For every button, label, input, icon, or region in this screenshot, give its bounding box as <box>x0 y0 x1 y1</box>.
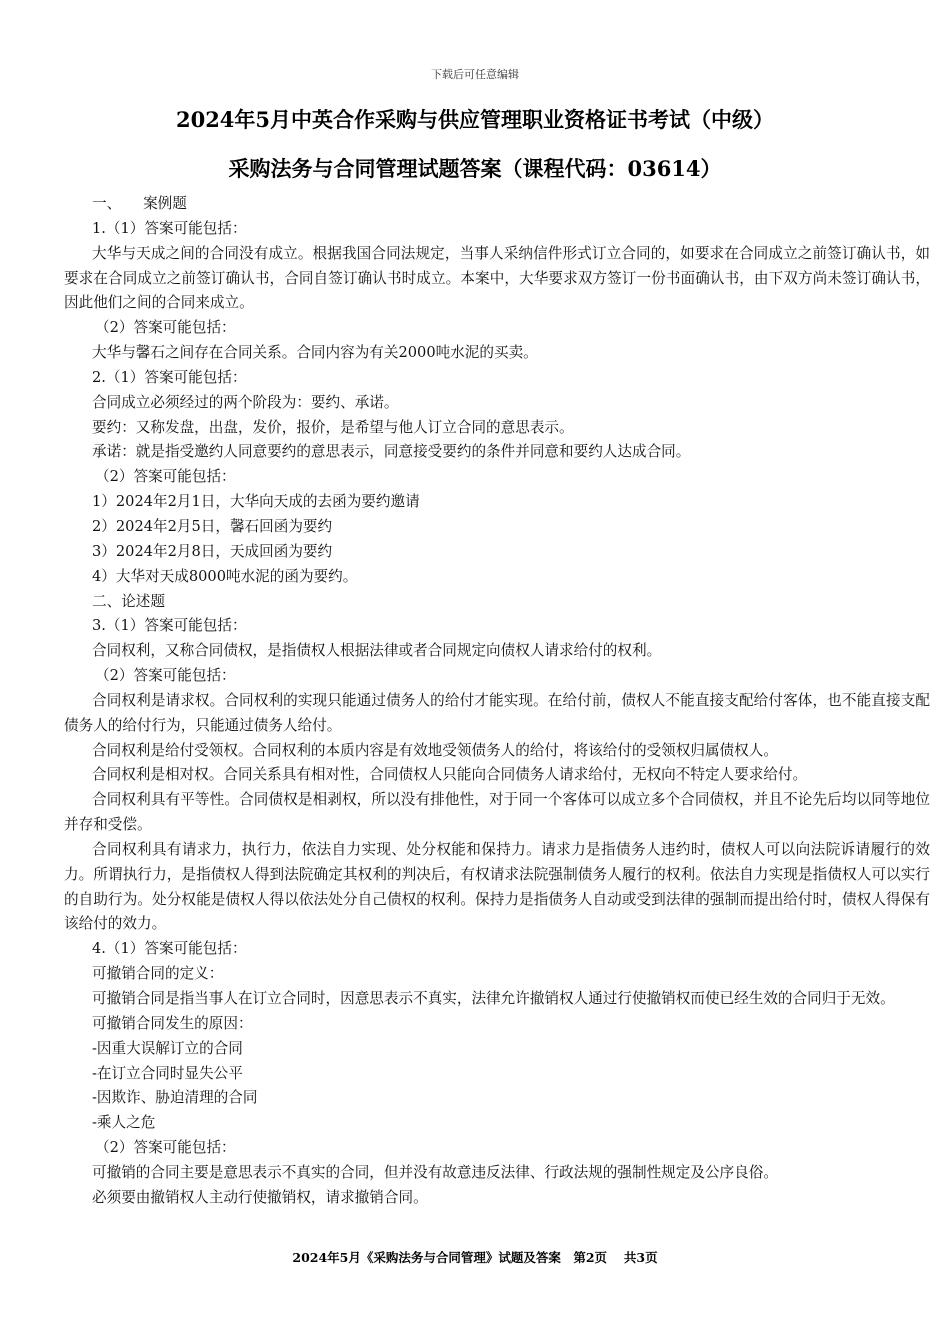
text-line: 要约：又称发盘，出盘，发价，报价，是希望与他人订立合同的意思表示。 <box>92 418 574 436</box>
text-line: 可撤销合同的定义： <box>92 965 224 983</box>
list-item: -乘人之危 <box>92 1114 156 1132</box>
text-line: 合同权利，又称合同债权，是指债权人根据法律或者合同规定向债权人请求给付的权利。 <box>92 642 662 660</box>
text-line: 大华与馨石之间存在合同关系。合同内容为有关2000吨水泥的买卖。 <box>92 344 538 362</box>
page-title: 2024年5月中英合作采购与供应管理职业资格证书考试（中级） <box>175 107 775 132</box>
list-item: 4）大华对天成8000吨水泥的函为要约。 <box>92 567 358 585</box>
text-line: 必须要由撤销权人主动行使撤销权，请求撤销合同。 <box>92 1188 428 1206</box>
paragraph: 可撤销合同是指当事人在订立合同时，因意思表示不真实，法律允许撤销权人通过行使撤销权而使已经生效的合同归于无效。 <box>92 990 895 1007</box>
list-item: -因欺诈、胁迫清理的合同 <box>92 1089 258 1107</box>
section-heading: 二、论述题 <box>92 592 165 610</box>
list-item: 3）2024年2月8日，天成回函为要约 <box>92 542 333 560</box>
sub-heading: （2）答案可能包括： <box>95 1139 236 1157</box>
text-line: 合同权利是给付受领权。合同权利的本质内容是有效地受领债务人的给付，将该给付的受领权归属债权人。 <box>92 741 778 759</box>
text-line: 可撤销的合同主要是意思表示不真实的合同，但并没有故意违反法律、行政法规的强制性规定及公序良俗。 <box>92 1163 778 1181</box>
page-subtitle: 采购法务与合同管理试题答案（课程代码：03614） <box>228 156 722 181</box>
header-note: 下载后可任意编辑 <box>431 68 519 81</box>
question-heading: 1.（1）答案可能包括： <box>92 219 247 237</box>
paragraph: 合同权利具有平等性。合同债权是相剥权，所以没有排他性，对于同一个客体可以成立多个合同债权，并且不论先后均以同等地位并存和受偿。 <box>64 791 930 834</box>
paragraph: 合同权利具有请求力，执行力，依法自力实现、处分权能和保持力。请求力是指债务人违约时，债权人可以向法院诉请履行的效力。所谓执行力，是指债权人得到法院确定其权利的判决后，有权请求法院强制债务人履行的权利。依法自力实现是指债权人可以实行的自助行为。处分权能是债权人得以依法处分自己债权的权利。保持力是指债务人自动或受到法律的强制而提出给付时，债权人得保有该给付的效力。 <box>64 840 930 933</box>
paragraph: 合同权利是请求权。合同权利的实现只能通过债务人的给付才能实现。在给付前，债权人不能直接支配给付客体，也不能直接支配债务人的给付行为，只能通过债务人给付。 <box>64 691 930 734</box>
section-heading: 一、 案例题 <box>92 195 187 212</box>
list-item: -在订立合同时显失公平 <box>92 1064 243 1082</box>
document-body <box>64 192 930 1211</box>
question-heading: 2.（1）答案可能包括： <box>92 368 247 386</box>
page-footer: 2024年5月《采购法务与合同管理》试题及答案 第2页 共3页 <box>292 1250 658 1265</box>
list-item: 2）2024年2月5日，馨石回函为要约 <box>92 517 333 535</box>
paragraph: 大华与天成之间的合同没有成立。根据我国合同法规定，当事人采纳信件形式订立合同的，如要求在合同成立之前签订确认书，如要求在合同成立之前签订确认书，合同自签订确认书时成立。本案中，大华要求双方签订一份书面确认书，由下双方尚未签订确认书，因此他们之间的合同来成立。 <box>64 244 930 312</box>
question-heading: 3.（1）答案可能包括： <box>92 617 247 635</box>
text-line: 承诺：就是指受邀约人同意要约的意思表示，同意接受要约的条件并同意和要约人达成合同。 <box>92 443 691 461</box>
text-line: 合同权利是相对权。合同关系具有相对性，合同债权人只能向合同债务人请求给付，无权向不特定人要求给付。 <box>92 766 808 784</box>
text-line: 合同成立必须经过的两个阶段为：要约、承诺。 <box>92 393 399 411</box>
text-line: 可撤销合同发生的原因： <box>92 1014 253 1032</box>
sub-heading: （2）答案可能包括： <box>95 319 236 337</box>
list-item: 1）2024年2月1日，大华向天成的去函为要约邀请 <box>92 493 420 511</box>
list-item: -因重大误解订立的合同 <box>92 1039 243 1057</box>
sub-heading: （2）答案可能包括： <box>95 468 236 486</box>
sub-heading: （2）答案可能包括： <box>95 667 236 685</box>
question-heading: 4.（1）答案可能包括： <box>92 940 247 958</box>
